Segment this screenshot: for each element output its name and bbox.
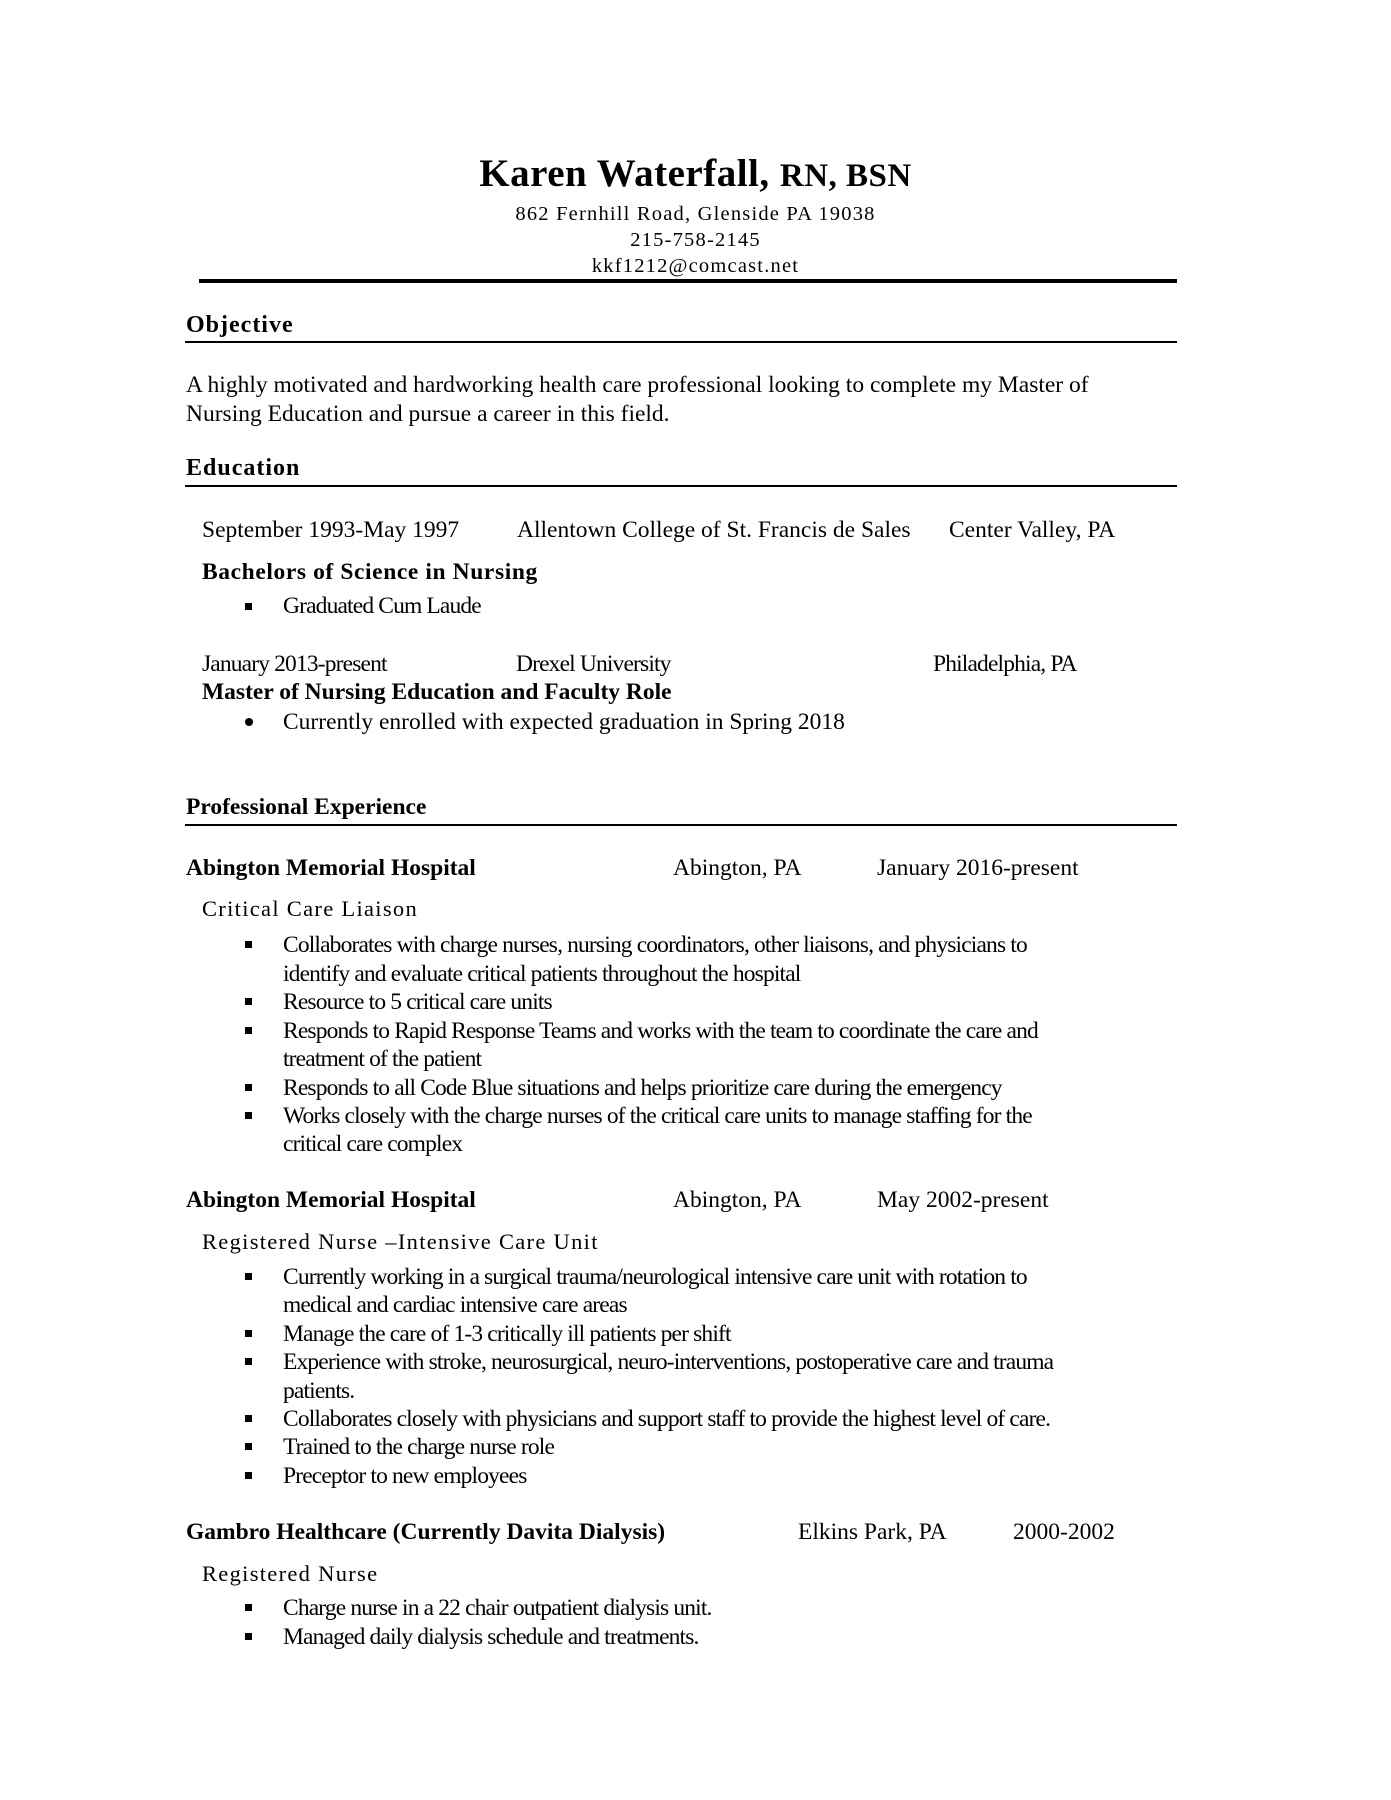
job-bullet: identify and evaluate critical patients throughout the hospital (283, 961, 801, 987)
bullet-icon (245, 998, 252, 1005)
job-title: Registered Nurse –Intensive Care Unit (202, 1229, 599, 1254)
email: kkf1212@comcast.net (591, 255, 800, 277)
education-divider (185, 485, 1177, 487)
bullet-icon (245, 603, 252, 610)
job-bullet: critical care complex (283, 1131, 463, 1157)
job-bullet: Manage the care of 1-3 critically ill patients per shift (283, 1321, 731, 1347)
job-title: Registered Nurse (202, 1561, 379, 1586)
job-bullet: Preceptor to new employees (283, 1463, 527, 1489)
bullet-icon (245, 1472, 252, 1479)
candidate-name (0, 152, 1391, 198)
bullet-icon (245, 1112, 252, 1119)
objective-divider (185, 341, 1177, 343)
bullet-icon (245, 1415, 252, 1422)
objective-line: A highly motivated and hardworking health care professional looking to complete my Master of (186, 372, 1089, 398)
edu-location: Philadelphia, PA (933, 651, 1077, 677)
bullet-icon (245, 1330, 252, 1337)
job-location: Elkins Park, PA (798, 1519, 947, 1545)
education-heading: Education (186, 455, 301, 481)
job-bullet: Experience with stroke, neurosurgical, neuro-interventions, postoperative care and trauma (283, 1349, 1054, 1375)
credentials: RN, BSN (779, 158, 912, 194)
job-bullet: Currently working in a surgical trauma/neurological intensive care unit with rotation to (283, 1264, 1027, 1290)
job-bullet: Works closely with the charge nurses of the critical care units to manage staffing for the (283, 1103, 1032, 1129)
job-bullet: Managed daily dialysis schedule and treatments. (283, 1624, 699, 1650)
objective-line: Nursing Education and pursue a career in this field. (186, 401, 670, 427)
bullet-icon (245, 1443, 252, 1450)
objective-heading: Objective (186, 312, 294, 338)
edu-school: Allentown College of St. Francis de Sales (517, 517, 911, 543)
phone: 215-758-2145 (630, 229, 761, 251)
edu-degree: Master of Nursing Education and Faculty Role (202, 679, 672, 705)
name-text: Karen Waterfall, (479, 152, 770, 195)
job-bullet: Trained to the charge nurse role (283, 1434, 555, 1460)
edu-location: Center Valley, PA (949, 517, 1116, 543)
address: 862 Fernhill Road, Glenside PA 19038 (515, 203, 876, 225)
job-bullet: Responds to Rapid Response Teams and works with the team to coordinate the care and (283, 1018, 1038, 1044)
job-bullet: Responds to all Code Blue situations and helps prioritize care during the emergency (283, 1075, 1002, 1101)
job-employer: Gambro Healthcare (Currently Davita Dialysis) (186, 1519, 666, 1545)
bullet-icon (245, 1027, 252, 1034)
bullet-icon (245, 1084, 252, 1091)
experience-heading: Professional Experience (186, 794, 427, 820)
job-dates: 2000-2002 (1013, 1519, 1115, 1545)
job-dates: January 2016-present (877, 855, 1079, 881)
edu-bullet: Graduated Cum Laude (283, 593, 481, 619)
job-title: Critical Care Liaison (202, 896, 418, 921)
bullet-icon (245, 1633, 252, 1640)
edu-dates: January 2013-present (202, 651, 387, 677)
job-bullet: medical and cardiac intensive care areas (283, 1292, 627, 1318)
job-bullet: Collaborates with charge nurses, nursing coordinators, other liaisons, and physicians to (283, 932, 1027, 958)
job-bullet: treatment of the patient (283, 1046, 482, 1072)
bullet-icon (245, 718, 253, 726)
job-location: Abington, PA (673, 855, 802, 881)
edu-bullet: Currently enrolled with expected graduation in Spring 2018 (283, 709, 845, 735)
bullet-icon (245, 941, 252, 948)
bullet-icon (245, 1604, 252, 1611)
job-employer: Abington Memorial Hospital (186, 1187, 476, 1213)
job-bullet: patients. (283, 1378, 355, 1404)
header-divider (199, 279, 1177, 283)
edu-dates: September 1993-May 1997 (202, 517, 460, 543)
edu-degree: Bachelors of Science in Nursing (202, 559, 538, 585)
job-dates: May 2002-present (877, 1187, 1049, 1213)
job-location: Abington, PA (673, 1187, 802, 1213)
job-bullet: Charge nurse in a 22 chair outpatient dialysis unit. (283, 1595, 712, 1621)
job-bullet: Resource to 5 critical care units (283, 989, 552, 1015)
bullet-icon (245, 1358, 252, 1365)
edu-school: Drexel University (516, 651, 671, 677)
experience-divider (185, 824, 1177, 826)
job-bullet: Collaborates closely with physicians and support staff to provide the highest level of care. (283, 1406, 1051, 1432)
job-employer: Abington Memorial Hospital (186, 855, 476, 881)
bullet-icon (245, 1273, 252, 1280)
